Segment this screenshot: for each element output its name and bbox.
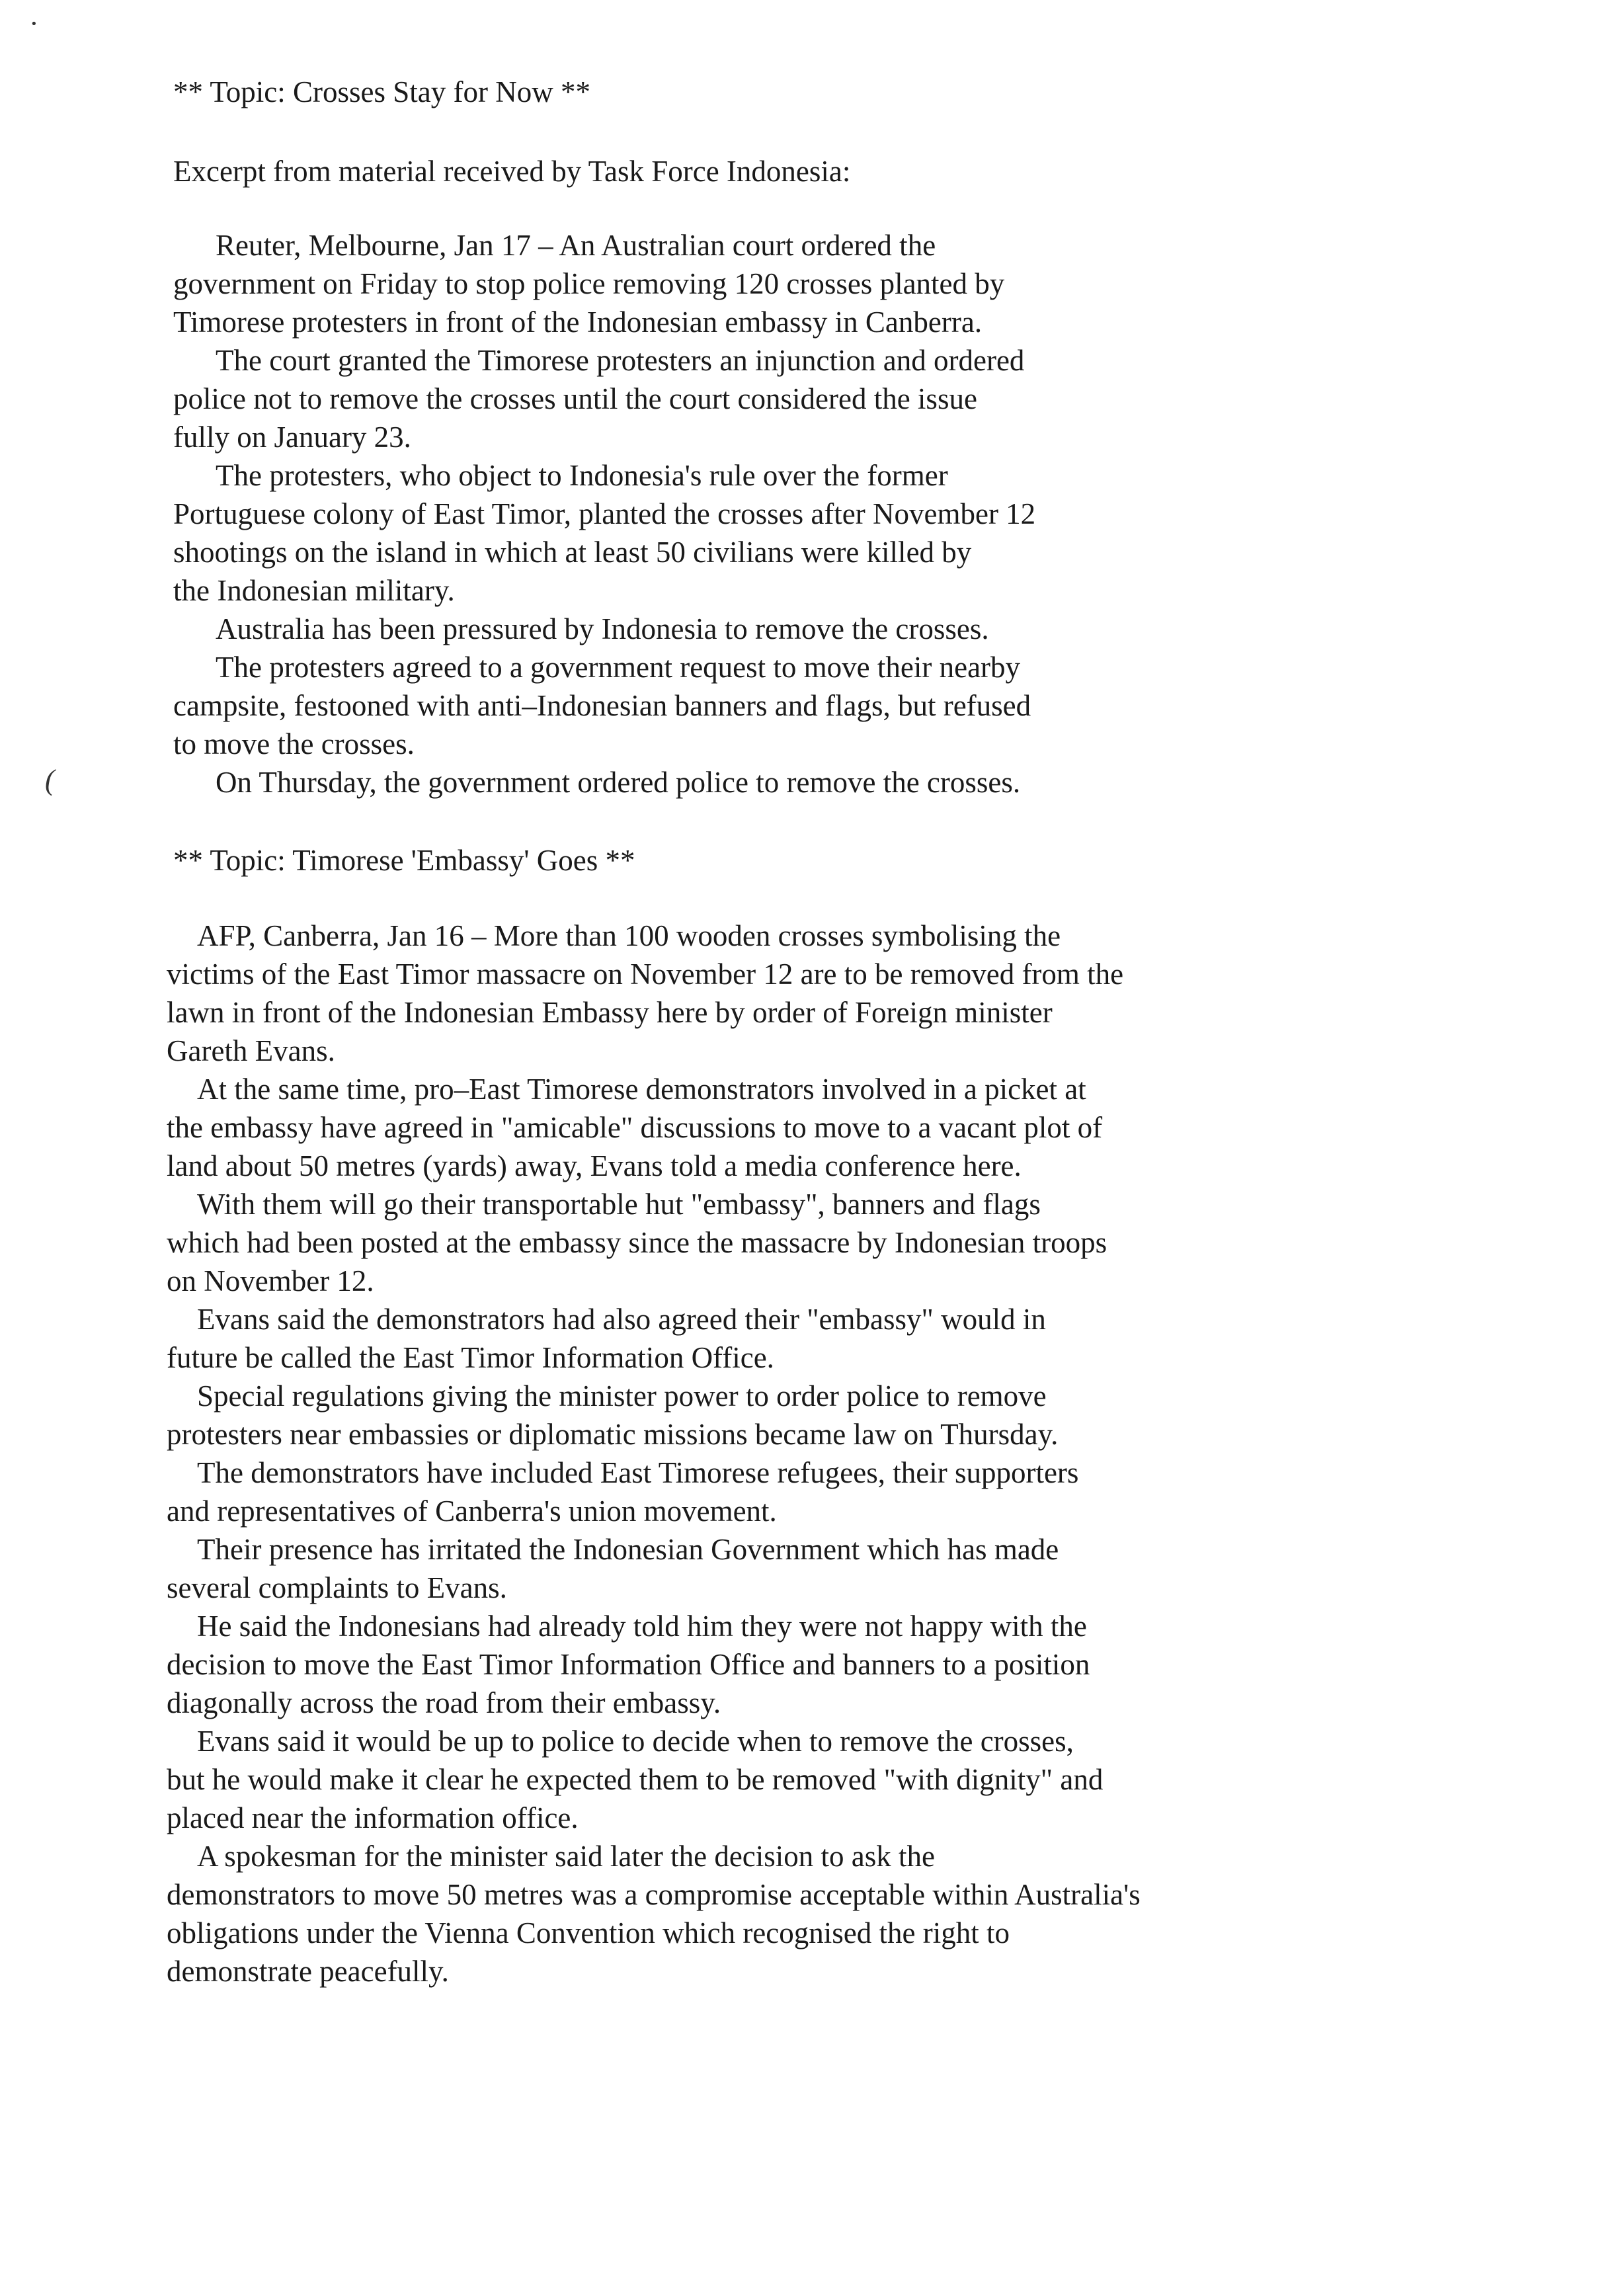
topic2-line: and representatives of Canberra's union movement. bbox=[167, 1495, 777, 1528]
topic2-line: demonstrators to move 50 metres was a compromise acceptable within Australia's bbox=[167, 1878, 1141, 1911]
topic1-line: The court granted the Timorese protesters an injunction and ordered bbox=[216, 344, 1025, 377]
topic2-line: AFP, Canberra, Jan 16 – More than 100 wooden crosses symbolising the bbox=[197, 919, 1061, 952]
topic2-line: At the same time, pro–East Timorese demonstrators involved in a picket at bbox=[197, 1073, 1086, 1106]
topic2-line: Evans said the demonstrators had also agreed their "embassy" would in bbox=[197, 1303, 1046, 1336]
topic2-line: A spokesman for the minister said later the decision to ask the bbox=[197, 1840, 935, 1873]
topic2-line: Their presence has irritated the Indonesian Government which has made bbox=[197, 1533, 1059, 1566]
topic2-line: With them will go their transportable hut "embassy", banners and flags bbox=[197, 1188, 1041, 1221]
topic1-line: fully on January 23. bbox=[173, 421, 411, 454]
topic2-line: protesters near embassies or diplomatic missions became law on Thursday. bbox=[167, 1418, 1059, 1451]
topic2-line: but he would make it clear he expected them to be removed "with dignity" and bbox=[167, 1763, 1104, 1796]
topic2-line: demonstrate peacefully. bbox=[167, 1955, 449, 1988]
topic1-line: the Indonesian military. bbox=[173, 574, 455, 607]
topic1-line: campsite, festooned with anti–Indonesian banners and flags, but refused bbox=[173, 689, 1031, 722]
topic1-line: police not to remove the crosses until the court considered the issue bbox=[173, 382, 977, 415]
topic2-line: several complaints to Evans. bbox=[167, 1571, 507, 1604]
topic1-heading: ** Topic: Crosses Stay for Now ** bbox=[173, 75, 590, 108]
topic2-line: diagonally across the road from their embassy. bbox=[167, 1686, 721, 1719]
topic1-line: On Thursday, the government ordered police to remove the crosses. bbox=[216, 766, 1021, 799]
topic2-line: Special regulations giving the minister power to order police to remove bbox=[197, 1379, 1047, 1413]
topic2-line: Evans said it would be up to police to decide when to remove the crosses, bbox=[197, 1725, 1074, 1758]
topic1-line: shootings on the island in which at least 50 civilians were killed by bbox=[173, 536, 972, 569]
topic1-line: Reuter, Melbourne, Jan 17 – An Australian court ordered the bbox=[216, 229, 936, 262]
topic2-line: victims of the East Timor massacre on November 12 are to be removed from the bbox=[167, 958, 1124, 991]
topic2-line: on November 12. bbox=[167, 1264, 374, 1297]
topic2-line: the embassy have agreed in "amicable" discussions to move to a vacant plot of bbox=[167, 1111, 1103, 1144]
topic1-line: Portuguese colony of East Timor, planted the crosses after November 12 bbox=[173, 497, 1036, 530]
topic1-line: The protesters agreed to a government request to move their nearby bbox=[216, 651, 1021, 684]
topic2-line: decision to move the East Timor Information Office and banners to a position bbox=[167, 1648, 1090, 1681]
topic1-line: The protesters, who object to Indonesia's rule over the former bbox=[216, 459, 948, 492]
topic2-line: future be called the East Timor Information Office. bbox=[167, 1341, 774, 1374]
topic2-heading: ** Topic: Timorese 'Embassy' Goes ** bbox=[173, 844, 635, 877]
topic2-line: placed near the information office. bbox=[167, 1801, 579, 1834]
topic2-line: lawn in front of the Indonesian Embassy here by order of Foreign minister bbox=[167, 996, 1053, 1029]
topic2-line: He said the Indonesians had already told him they were not happy with the bbox=[197, 1610, 1087, 1643]
scan-speck: · bbox=[29, 7, 39, 40]
topic1-line: Timorese protesters in front of the Indonesian embassy in Canberra. bbox=[173, 306, 983, 339]
topic2-line: obligations under the Vienna Convention which recognised the right to bbox=[167, 1916, 1010, 1949]
topic1-line: Australia has been pressured by Indonesia to remove the crosses. bbox=[216, 612, 989, 645]
topic2-line: land about 50 metres (yards) away, Evans told a media conference here. bbox=[167, 1149, 1022, 1182]
topic2-line: which had been posted at the embassy since the massacre by Indonesian troops bbox=[167, 1226, 1107, 1259]
scan-margin-mark: ( bbox=[45, 764, 55, 796]
topic1-intro: Excerpt from material received by Task Force Indonesia: bbox=[173, 155, 851, 188]
topic1-line: to move the crosses. bbox=[173, 727, 415, 760]
topic1-line: government on Friday to stop police removing 120 crosses planted by bbox=[173, 267, 1005, 300]
topic2-line: Gareth Evans. bbox=[167, 1034, 335, 1067]
topic2-line: The demonstrators have included East Timorese refugees, their supporters bbox=[197, 1456, 1079, 1489]
